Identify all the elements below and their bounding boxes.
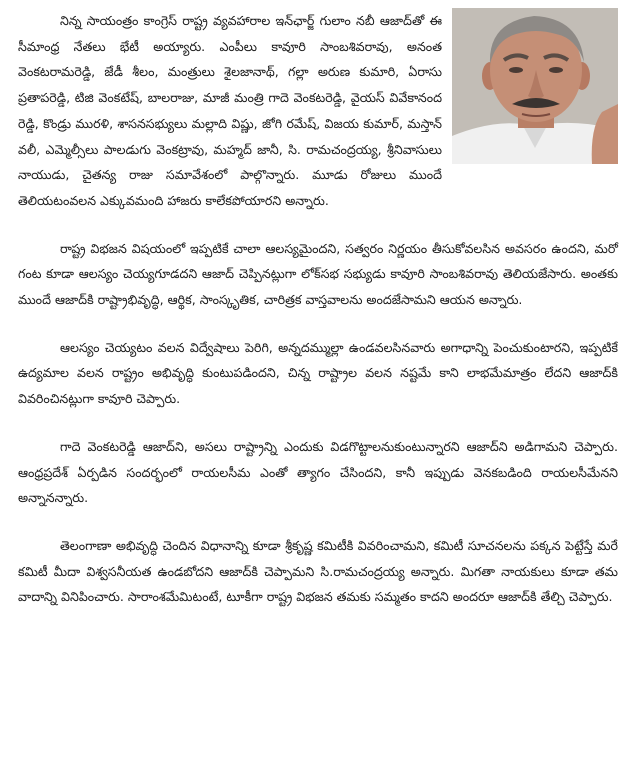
portrait-photo (452, 8, 618, 164)
article-paragraph: రాష్ట్ర విభజన విషయంలో ఇప్పటికే చాలా ఆలస్యమైందని, సత్వరం నిర్ణయం తీసుకోవలసిన అవసరం ఉందని, మరో గంట కూడా ఆలస్యం చెయ్యగూడదని ఆజాద్ చెప్పినట్లుగా లోక్‌సభ సభ్యుడు కావూరి సాంబశివరావు తెలియజేసారు. అంతకు ముందే ఆజాద్‌కి రాష్ట్రాభివృద్ధి, ఆర్థిక, సాంస్కృతిక, చారిత్రక వాస్తవాలను అందజేసామని ఆయన అన్నారు. (18, 240, 618, 308)
article-paragraph: గాదె వెంకటరెడ్డి ఆజాద్‌ని, అసలు రాష్ట్రాన్ని ఎందుకు విడగొట్టాలనుకుంటున్నారని ఆజాద్‌ని అడిగామని చెప్పారు. ఆంధ్రప్రదేశ్ ఏర్పడిన సందర్భంలో రాయలసీమ ఎంతో త్యాగం చేసిందని, కానీ ఇప్పుడు వెనకబడింది రాయలసీమేనని అన్నానన్నారు. (18, 438, 618, 506)
portrait-icon (452, 8, 618, 164)
article-paragraph: ఆలస్యం చెయ్యటం వలన విద్వేషాలు పెరిగి, అన్నదమ్ముల్లా ఉండవలసినవారు అగాధాన్ని పెంచుకుంటారని, ఇప్పటికే ఉద్యమాల వలన రాష్ట్రం అభివృద్ధి కుంటుపడిందని, చిన్న రాష్ట్రాల వలన నష్టమే కాని లాభమేమాత్రం లేదని ఆజాద్‌కి వివరించినట్లుగా కావూరి చెప్పారు. (18, 339, 618, 407)
article-paragraph: నిన్న సాయంత్రం కాంగ్రెస్ రాష్ట్ర వ్యవహారాల ఇన్‌ఛార్జ్ గులాం నబీ ఆజాద్‌తో ఈ సీమాంధ్ర నేతలు భేటీ అయ్యారు. ఎంపీలు కావూరి సాంబశివరావు, అనంత వెంకటరామరెడ్డి, జేడీ శీలం, మంత్రులు శైలజానాథ్, గల్లా అరుణ కుమారి, ఏరాసు ప్రతాపరెడ్డి, టిజి వెంకటేష్, బాలరాజు, మాజీ మంత్రి గాదె వెంకటరెడ్డి, వైయస్ వివేకానంద రెడ్డి, కొండ్రు మురళి, శాసనసభ్యులు మల్లాది విష్ణు, జోగి రమేష్, విజయ కుమార్, మస్తాన్ వలీ, ఎమ్మెల్సీలు పాలడుగు వెంకట్రావు, మహ్మద్ జానీ, సి. రామచంద్రయ్య, శ్రీనివాసులు నాయుడు, చైతన్య రాజు సమావేశంలో పాల్గొన్నారు. మూడు రోజులు ముందే తెలియటంవలన ఎక్కువమంది హాజరు కాలేకపోయారని అన్నారు. (18, 13, 442, 208)
article-paragraph: తెలంగాణా అభివృద్ధి చెందిన విధానాన్ని కూడా శ్రీకృష్ణ కమిటీకి వివరించామని, కమిటీ సూచనలను పక్కన పెట్టేస్తే మరే కమిటీ మీదా విశ్వసనీయత ఉండబోదని ఆజాద్‌కి చెప్పామని సి.రామచంద్రయ్య అన్నారు. మిగతా నాయకులు కూడా తమ వాదాన్ని వినిపించారు. సారాంశమేమిటంటే, టూకీగా రాష్ట్ర విభజన తమకు సమ్మతం కాదని అందరూ ఆజాద్‌కి తేల్చి చెప్పారు. (18, 537, 618, 605)
